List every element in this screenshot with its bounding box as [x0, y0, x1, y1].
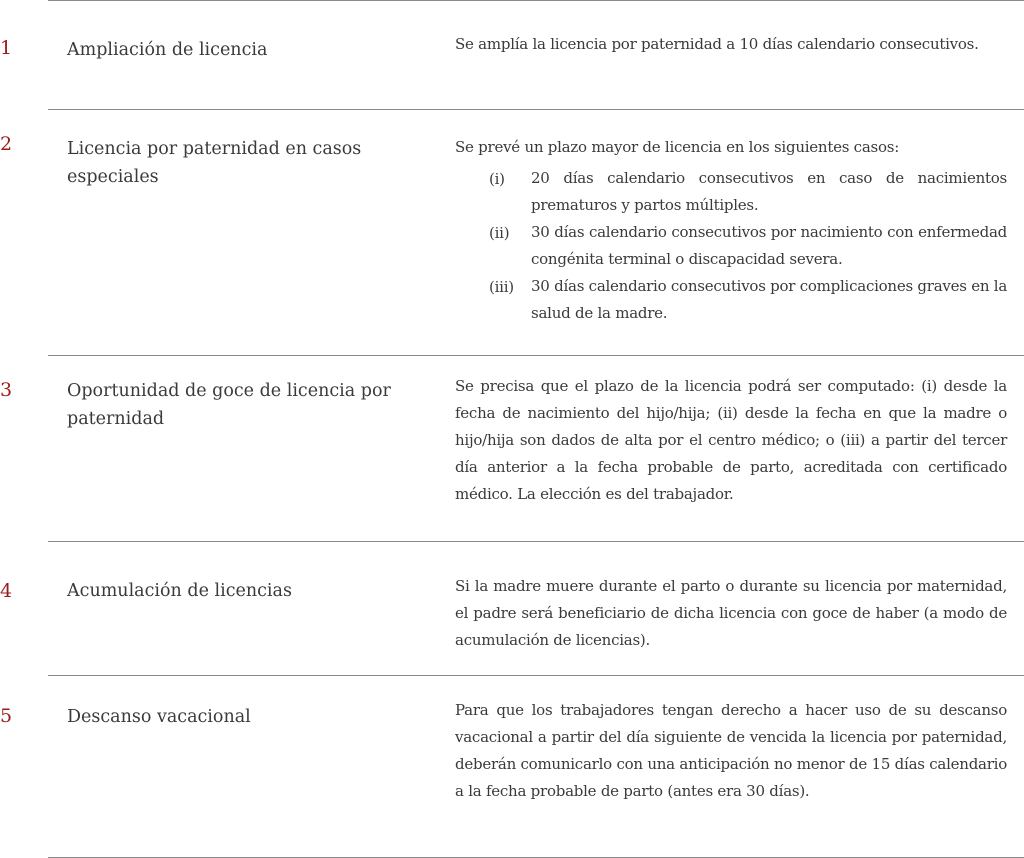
list-item-text: 30 días calendario consecutivos por nacimiento con enfermedad congénita terminal o discapacidad severa. — [531, 223, 1007, 268]
divider-2 — [48, 355, 1024, 356]
row-number: 4 — [0, 580, 13, 602]
row-title: Oportunidad de goce de licencia por paternidad — [67, 381, 391, 429]
special-cases-list — [455, 165, 1007, 327]
row-description — [455, 697, 1007, 805]
divider-4 — [48, 675, 1024, 676]
row-title: Licencia por paternidad en casos especiales — [67, 139, 362, 187]
list-marker: (ii) — [489, 224, 510, 242]
description-text: Se amplía la licencia por paternidad a 10 días calendario consecutivos. — [455, 35, 979, 53]
row-title: Ampliación de licencia — [67, 40, 268, 60]
description-text: Se precisa que el plazo de la licencia podrá ser computado: (i) desde la fecha de nacimiento del hijo/hija; (ii) desde la fecha en que la madre o hijo/hija son dados de alta por el centro médico; o (iii) a partir del tercer día anterior a la fecha probable de parto, acreditada con certificado médico. La elección es del trabajador. — [455, 377, 1007, 503]
list-marker: (iii) — [489, 278, 514, 296]
row-number: 2 — [0, 133, 13, 155]
list-item — [489, 273, 1007, 327]
row-title: Acumulación de licencias — [67, 581, 292, 601]
divider-top — [48, 0, 1024, 1]
row-description — [455, 573, 1007, 654]
description-text: Para que los trabajadores tengan derecho a hacer uso de su descanso vacacional a partir del día siguiente de vencida la licencia por paternidad, deberán comunicarlo con una anticipación no menor de 15 días calendario a la fecha probable de parto (antes era 30 días). — [455, 701, 1007, 800]
list-item — [489, 219, 1007, 273]
description-intro: Se prevé un plazo mayor de licencia en los siguientes casos: — [455, 138, 900, 156]
list-item-text: 30 días calendario consecutivos por complicaciones graves en la salud de la madre. — [531, 277, 1008, 322]
row-number: 1 — [0, 37, 13, 59]
list-marker: (i) — [489, 170, 505, 188]
list-item-text: 20 días calendario consecutivos en caso de nacimientos prematuros y partos múltiples. — [531, 169, 1007, 214]
divider-3 — [48, 541, 1024, 542]
divider-1 — [48, 109, 1024, 110]
list-item — [489, 165, 1007, 219]
row-description — [455, 373, 1007, 508]
description-text: Si la madre muere durante el parto o durante su licencia por maternidad, el padre será beneficiario de dicha licencia con goce de haber (a modo de acumulación de licencias). — [455, 577, 1007, 649]
row-title: Descanso vacacional — [67, 707, 251, 727]
row-description — [455, 31, 1007, 58]
row-number: 5 — [0, 705, 13, 727]
row-number: 3 — [0, 379, 13, 401]
row-description — [455, 134, 1007, 327]
